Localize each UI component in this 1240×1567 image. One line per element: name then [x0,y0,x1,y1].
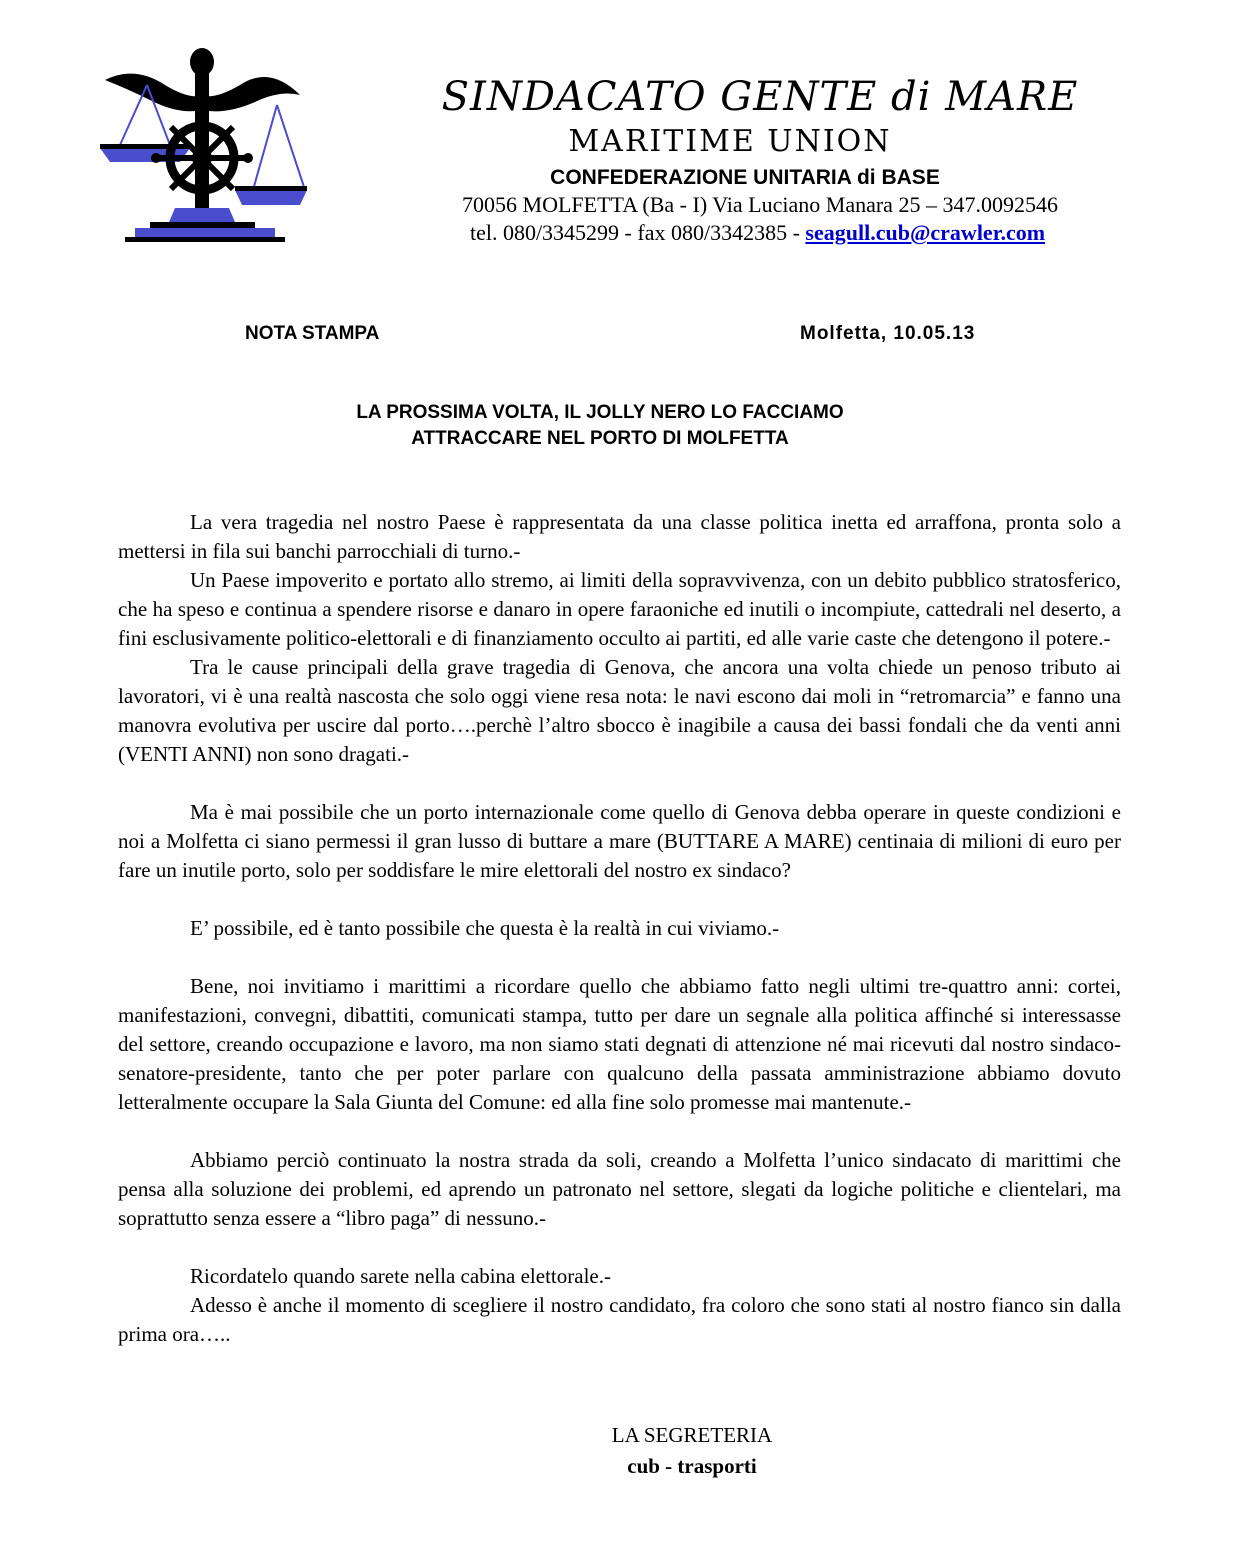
org-confederation: CONFEDERAZIONE UNITARIA di BASE [550,166,940,189]
nota-stampa-label: NOTA STAMPA [245,323,380,344]
paragraph: Adesso è anche il momento di scegliere il nostro candidato, fra coloro che sono stati al nostro fianco sin dalla prima ora….. [118,1293,1121,1346]
signature-line-1: LA SEGRETERIA [611,1423,773,1447]
paragraph: Un Paese impoverito e portato allo stremo, ai limiti della sopravvivenza, con un debito pubblico stratosferico, che ha speso e continua a spendere risorse e danaro in opere faraoniche ed inutili o incompiute, cattedrali nel deserto, a fini esclusivamente politico-elettorali e di finanziamento occulto ai partiti, ed alle varie caste che detengono il potere.- [118,568,1121,650]
paragraph: Ma è mai possibile che un porto internazionale come quello di Genova debba operare in queste condizioni e noi a Molfetta ci siano permessi il gran lusso di buttare a mare (BUTTARE A MARE) centinaia di milioni di euro per fare un inutile porto, solo per soddisfare le mire elettorali del nostro ex sindaco? [118,800,1121,882]
email-link[interactable]: seagull.cub@crawler.com [805,220,1046,245]
paragraph: La vera tragedia nel nostro Paese è rappresentata da una classe politica inetta ed arraffona, pronta solo a mettersi in fila sui banchi parrocchiali di turno.- [118,510,1121,563]
org-name: SINDACATO GENTE di MARE [441,74,1079,120]
paragraph: Abbiamo perciò continuato la nostra strada da soli, creando a Molfetta l’unico sindacato di marittimi che pensa alla soluzione dei problemi, ed aprendo un patronato nel settore, slegati da logiche politiche e clientelari, ma soprattutto senza essere a “libro paga” di nessuno.- [118,1148,1121,1230]
paragraph: Bene, noi invitiamo i marittimi a ricordare quello che abbiamo fatto negli ultimi tre-quattro anni: cortei, manifestazioni, convegni, dibattiti, comunicati stampa, tutto per dare un segnale alla politica affinché si interessasse del settore, creando occupazione e lavoro, ma non siamo stati degnati di attenzione né mai ricevuti dal nostro sindaco-senatore-presidente, tanto che per poter parlare con qualcuno della passata amministrazione abbiamo dovuto letteralmente occupare la Sala Giunta del Comune: ed alla fine solo promesse mai mantenute.- [118,974,1121,1114]
headline-line-1: LA PROSSIMA VOLTA, IL JOLLY NERO LO FACCIAMO [356,402,844,423]
org-contact [405,220,1110,246]
paragraph: Ricordatelo quando sarete nella cabina elettorale.- [190,1264,611,1288]
signature [592,1420,792,1482]
headline [200,400,1000,452]
signature-line-2: cub - trasporti [627,1454,757,1478]
scales-with-ship-wheel-logo [95,40,310,250]
paragraph: E’ possibile, ed è tanto possibile che questa è la realtà in cui viviamo.- [190,916,780,940]
org-address: 70056 MOLFETTA (Ba - I) Via Luciano Manara 25 – 347.0092546 [462,192,1058,217]
body-text [118,508,1121,1349]
org-subtitle: MARITIME UNION [568,124,892,159]
document-date: Molfetta, 10.05.13 [800,323,976,344]
contact-phones: tel. 080/3345299 - fax 080/3342385 - [469,220,806,245]
paragraph: Tra le cause principali della grave tragedia di Genova, che ancora una volta chiede un penoso tributo ai lavoratori, vi è una realtà nascosta che solo oggi viene resa nota: le navi escono dai moli in “retromarcia” e fanno una manovra evolutiva per uscire dal porto….perchè l’altro sbocco è inagibile a causa dei bassi fondali che da venti anni (VENTI ANNI) non sono dragati.- [118,655,1121,766]
headline-line-2: ATTRACCARE NEL PORTO DI MOLFETTA [411,428,789,449]
